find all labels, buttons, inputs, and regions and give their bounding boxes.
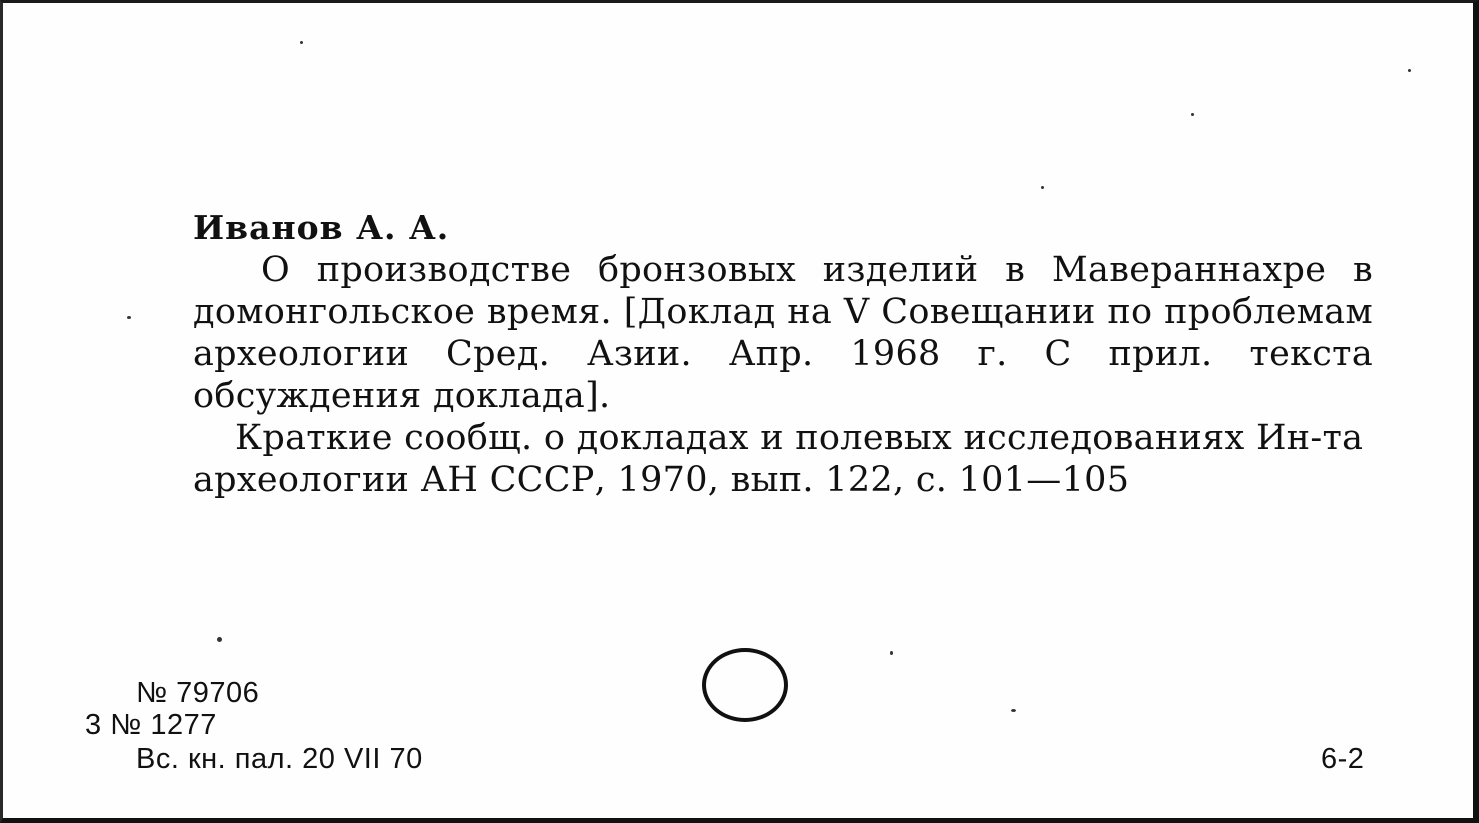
order-number: 3 № 1277	[85, 709, 217, 741]
scan-speck	[890, 651, 893, 655]
card-code: 6-2	[1321, 743, 1365, 775]
circle-stamp-mark	[702, 648, 788, 722]
scan-speck	[217, 637, 222, 642]
source-reference: Краткие сообщ. о докладах и полевых исследованиях Ин-та археологии АН СССР, 1970, вып. 122, с. 101—105	[193, 418, 1364, 500]
scan-speck	[1408, 69, 1411, 72]
scan-speck	[300, 41, 303, 44]
scan-speck	[1011, 709, 1016, 712]
scan-speck	[1191, 113, 1194, 116]
description-block	[193, 249, 1373, 501]
author-name: Иванов А. А.	[193, 208, 450, 247]
record-number: № 79706	[136, 677, 260, 709]
title-description: О производстве бронзовых изделий в Мавераннахре в домонгольское время. [Доклад на V Совещании по проблемам археологии Сред. Азии. Апр. 1968 г. С прил. текста обсуждения доклада].	[193, 250, 1373, 416]
scan-speck	[127, 316, 131, 319]
scan-speck	[1041, 186, 1044, 189]
book-chamber-line: Вс. кн. пал. 20 VII 70	[136, 743, 423, 775]
